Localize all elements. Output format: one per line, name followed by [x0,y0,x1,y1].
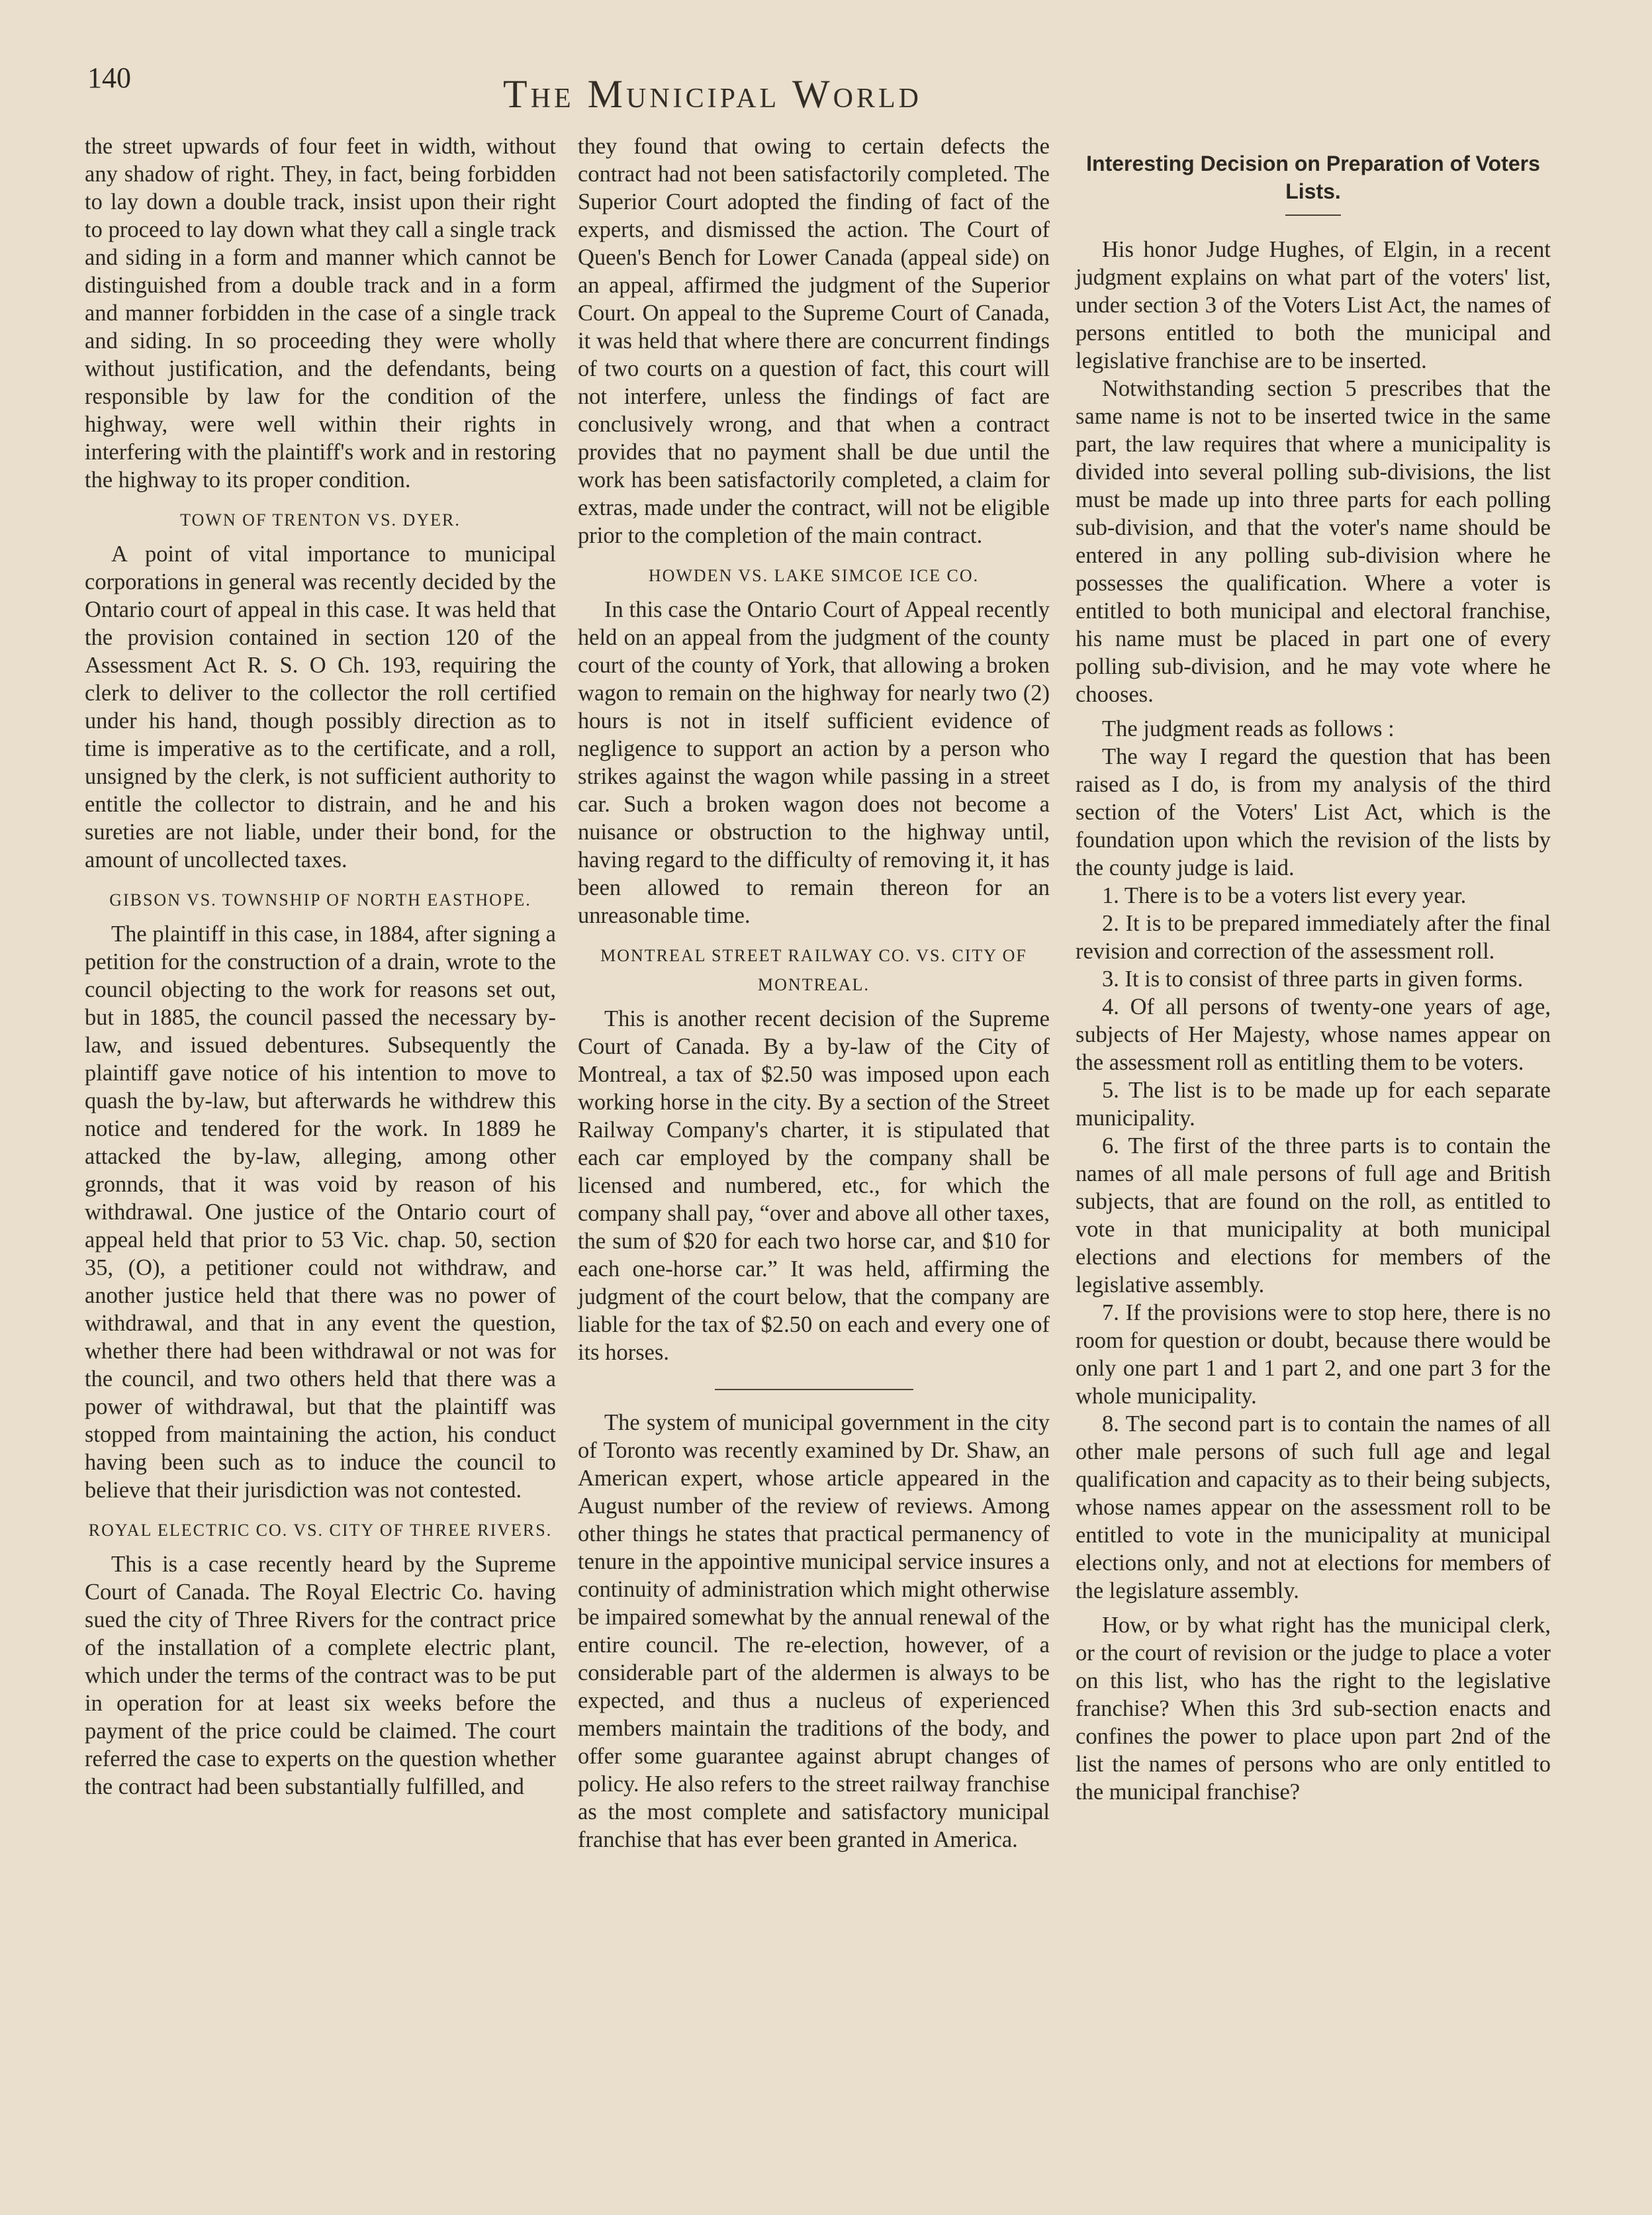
paragraph-montreal: This is another recent decision of the Supreme Court of Canada. By a by-law of the City of Montreal, a tax of $2.50 was imposed upon each working horse in the city. By a section of the Street Railway Company's charter, it is stipulated that each car employed by the company shall be licensed and numbered, etc., for which the company shall pay, “over and above all other taxes, the sum of $20 for each two horse car, and $10 for each one-horse car.” It was held, affirming the judgment of the court below, that the company are liable for the tax of $2.50 on each and every one of its horses. [578,1006,1050,1365]
list-item: 5. The list is to be made up for each separate municipality. [1076,1078,1551,1131]
paragraph-continued: they found that owing to certain defects the contract had not been satisfactorily completed. The Superior Court adopted the finding of fact of the experts, and dismissed the action. The Court of Queen's Bench for Lower Canada (appeal side) on an appeal, affirmed the judgment of the Superior Court. On appeal to the Supreme Court of Canada, it was held that where there are concurrent findings of two courts on a question of fact, this court will not interfere, unless the findings of fact are conclusively wrong, and that when a contract provides that no payment shall be due until the work has been satisfactorily completed, a claim for extras, made under the contract, will not be eligible prior to the completion of the main contract. [578,134,1050,548]
paragraph-3: The judgment reads as follows : [1102,716,1395,741]
heading-royal-electric-vs-three-rivers: ROYAL ELECTRIC CO. VS. CITY OF THREE RIVERS. [88,1521,553,1540]
list-item: 6. The first of the three parts is to contain the names of all male persons of full age and British subjects, that are found on the roll, as entitled to vote in that municipality at both municipal elections and elections for members of the legislative assembly. [1076,1133,1551,1297]
numbered-list [1076,882,1551,1605]
list-item: 8. The second part is to contain the names of all other male persons of such full age and legal qualification and capacity as to their being subjects, whose names appear on the assessment roll to be entitled to vote in the municipality at municipal elections only, and not at elections for members of the legislature assembly. [1076,1411,1551,1603]
list-item: 4. Of all persons of twenty-one years of age, subjects of Her Majesty, whose names appear on the assessment roll as entitling them to be voters. [1076,994,1551,1075]
article-title: Interesting Decision on Preparation of Voters Lists. [1086,152,1540,203]
heading-montreal-street-railway: MONTREAL STREET RAILWAY CO. VS. CITY OF MONTREAL. [600,946,1027,994]
heading-trenton-vs-dyer: TOWN OF TRENTON VS. DYER. [180,510,461,530]
list-item: 7. If the provisions were to stop here, there is no room for question or doubt, because there would be only one part 1 and 1 part 2, and one part 3 for the whole municipality. [1076,1300,1551,1409]
list-item: 2. It is to be prepared immediately after the final revision and correction of the assessment roll. [1076,911,1551,964]
list-item: 3. It is to consist of three parts in given forms. [1102,966,1524,992]
paragraph-trenton: A point of vital importance to municipal corporations in general was recently decided by the Ontario court of appeal in this case. It was held that the provision contained in section 120 of the Assessment Act R. S. O Ch. 193, requiring the clerk to deliver to the collector the roll certified under his hand, though possibly direction as to time is imperative as to the certificate, and a roll, unsigned by the clerk, is not sufficient authority to entitle the collector to distrain, and he and his sureties are not liable, under their bond, for the amount of uncollected taxes. [85,542,556,872]
section-divider [715,1389,913,1390]
heading-gibson-vs-north-easthope: GIBSON VS. TOWNSHIP OF NORTH EASTHOPE. [109,890,531,910]
paragraph-gibson: The plaintiff in this case, in 1884, after signing a petition for the construction of a drain, wrote to the council objecting to the work for reasons set out, but in 1885, the council passed the necessary by-law, and issued debentures. Subsequently the plaintiff gave notice of his intention to move to quash the by-law, but afterwards he withdrew this notice and tendered for the work. In 1889 he attacked the by-law, alleging, among other gronnds, that it was void by reason of his withdrawal. One justice of the Ontario court of appeal held that prior to 53 Vic. chap. 50, section 35, (O), a petitioner could not withdraw, and another justice held that there was no power of withdrawal, and that in any event the question, whether there had been withdrawal or not was for the council, and two others held that there was a power of withdrawal, but that the plaintiff was stopped from maintaining the action, his conduct having been such as to induce the council to believe that their jurisdiction was not contested. [85,921,556,1503]
paragraph-4: The way I regard the question that has been raised as I do, is from my analysis of the third section of the Voters' List Act, which is the foundation upon which the revision of the lists by the county judge is laid. [1076,744,1551,880]
paragraph-royal-electric: This is a case recently heard by the Supreme Court of Canada. The Royal Electric Co. having sued the city of Three Rivers for the contract price of the installation of a complete electric plant, which under the terms of the contract was to be put in operation for at least six weeks before the payment of the price could be claimed. The court referred the case to experts on the question whether the contract had been substantially fulfilled, and [85,1552,556,1799]
running-head: The Municipal World [503,72,923,116]
column-1 [85,132,556,1801]
column-2 [578,132,1050,1854]
paragraph-1: His honor Judge Hughes, of Elgin, in a recent judgment explains on what part of the voters' list, under section 3 of the Voters List Act, the names of persons entitled to both the municipal and legislative franchise are to be inserted. [1076,237,1551,373]
paragraph-2: Notwithstanding section 5 prescribes that the same name is not to be inserted twice in the same part, the law requires that where a municipality is divided into several polling sub-divisions, the list must be made up into three parts for each polling sub-division, and that the voter's name should be entered in any polling sub-division where he possesses the qualification. Where a voter is entitled to both municipal and electoral franchise, his name must be placed in part one of every polling sub-division, and he may vote where he chooses. [1076,376,1551,707]
heading-howden-vs-lake-simcoe: HOWDEN VS. LAKE SIMCOE ICE CO. [648,566,980,585]
paragraph-howden: In this case the Ontario Court of Appeal recently held on an appeal from the judgment of the county court of the county of York, that allowing a broken wagon to remain on the highway for nearly two (2) hours is not in itself sufficient evidence of negligence to support an action by a person who strikes against the wagon while passing in a street car. Such a broken wagon does not become a nuisance or obstruction to the highway until, having regard to the difficulty of removing it, it has been allowed to remain thereon for an unreasonable time. [578,597,1050,928]
paragraph-5: How, or by what right has the municipal clerk, or the court of revision or the judge to place a voter on this list, who has the right to the legislative franchise? When this 3rd sub-section enacts and confines the power to place upon part 2nd of the list the names of persons who are only entitled to the municipal franchise? [1076,1613,1551,1805]
column-3 [1076,132,1551,1806]
paragraph-toronto: The system of municipal government in the city of Toronto was recently examined by Dr. Shaw, an American expert, whose article appeared in the August number of the review of reviews. Among other things he states that practical permanency of tenure in the appointive municipal service insures a continuity of administration which might otherwise be impaired somewhat by the annual renewal of the entire council. The re-election, however, of a considerable part of the aldermen is always to be expected, and thus a nucleus of experienced members maintain the traditions of the body, and offer some guarantee against abrupt changes of policy. He also refers to the street railway franchise as the most complete and satisfactory municipal franchise that has ever been granted in America. [578,1410,1050,1852]
page-number: 140 [87,62,131,94]
paragraph-continued: the street upwards of four feet in width, without any shadow of right. They, in fact, being forbidden to lay down a double track, insist upon their right to proceed to lay down what they call a single track and siding in a form and manner which cannot be distinguished from a double track and in a form and manner forbidden in the case of a single track and siding. In so proceeding they were wholly without justification, and the defendants, being responsible by law for the condition of the highway, were well within their rights in interfering with the plaintiff's work and in restoring the highway to its proper condition. [85,134,556,493]
list-item: 1. There is to be a voters list every year. [1102,883,1467,908]
title-divider [1285,214,1341,216]
